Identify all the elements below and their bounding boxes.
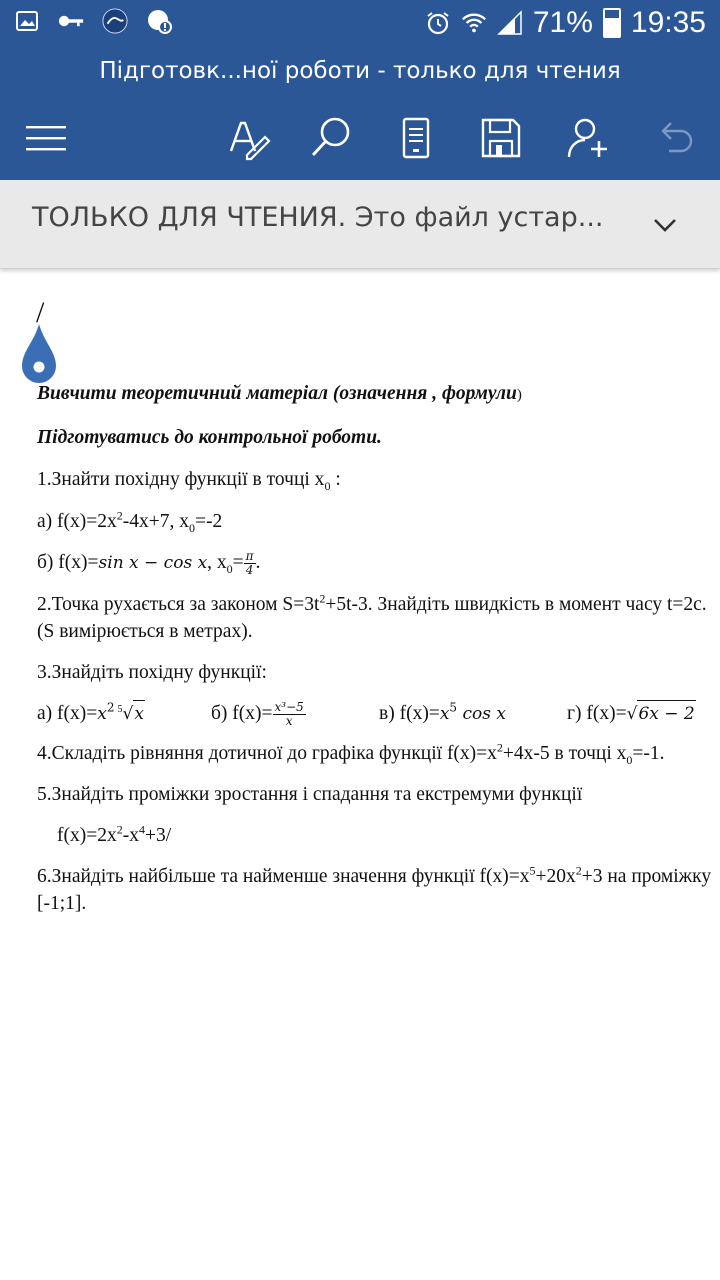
text-cursor: / bbox=[36, 296, 45, 329]
search-icon[interactable] bbox=[305, 112, 357, 164]
clock: 19:35 bbox=[630, 6, 706, 39]
document-title: Підготовк...ної роботи - только для чтения bbox=[0, 48, 720, 98]
read-only-banner[interactable] bbox=[0, 180, 720, 269]
task-6: 6.Знайдіть найбільше та найменше значення функції $f(x)=x^5+20x^2+3$ на проміжку [-1;1]. bbox=[37, 863, 712, 915]
save-icon[interactable] bbox=[475, 112, 527, 164]
alarm-icon bbox=[425, 10, 451, 36]
task-1a: а) $f(x)=2x^2-4x+7$, $x_0=-2$ bbox=[37, 508, 223, 535]
app-icon bbox=[102, 8, 128, 34]
task-3d: г) f(x)=√6x − 2 bbox=[567, 700, 696, 728]
task-3a: а) $f(x)=x^2$ $^5$√x bbox=[37, 700, 145, 728]
task-1: 1.Знайти похідну функції в точці $x_0$ : bbox=[37, 469, 341, 493]
banner-text: ТОЛЬКО ДЛЯ ЧТЕНИЯ. Это файл устар... bbox=[32, 202, 604, 233]
app-toolbar bbox=[0, 98, 720, 180]
instruction-line: Підготуватись до контрольної роботи. bbox=[37, 427, 382, 448]
share-icon[interactable] bbox=[562, 112, 614, 164]
reading-view-icon[interactable] bbox=[390, 112, 442, 164]
key-icon bbox=[58, 8, 84, 34]
gallery-icon bbox=[14, 8, 40, 34]
task-5-function: $f(x)=2x^2-x^4+3/$ bbox=[57, 822, 172, 847]
task-2: 2.Точка рухається за законом $S=3t^2+5t-3$. Знайдіть швидкість в момент часу t=2с. (S вимірюється в метрах). bbox=[37, 591, 707, 643]
chevron-down-icon[interactable] bbox=[650, 210, 680, 240]
task-1b: б) f(x)=sin x − cos x, $x_0=$ $\frac{\pi}{4}$ . bbox=[37, 549, 261, 578]
location-info-icon bbox=[146, 8, 172, 34]
battery-icon bbox=[603, 8, 621, 38]
task-3: 3.Знайдіть похідну функції: bbox=[37, 662, 267, 684]
task-3b: б) f(x)= $\frac{\text{x³−5}}{x}$ bbox=[211, 700, 304, 729]
instruction-line: Вивчити теоретичний матеріал (означення , формули) bbox=[37, 383, 522, 404]
undo-icon[interactable] bbox=[648, 112, 700, 164]
task-3c: в) $f(x)=x^5$ cos x bbox=[379, 700, 506, 725]
menu-icon[interactable] bbox=[20, 112, 72, 164]
task-3-items bbox=[37, 694, 713, 734]
battery-percent: 71% bbox=[532, 6, 593, 39]
wifi-icon bbox=[461, 10, 487, 36]
task-5: 5.Знайдіть проміжки зростання і спадання та екстремуми функції bbox=[37, 784, 583, 806]
document-body bbox=[37, 376, 713, 917]
status-bar bbox=[0, 0, 720, 48]
edit-icon[interactable] bbox=[222, 112, 274, 164]
signal-icon bbox=[497, 10, 523, 36]
task-4: 4.Складіть рівняння дотичної до графіка функції $f(x)=x^2+4x-5$ в точці $x_0=-1$. bbox=[37, 740, 665, 767]
